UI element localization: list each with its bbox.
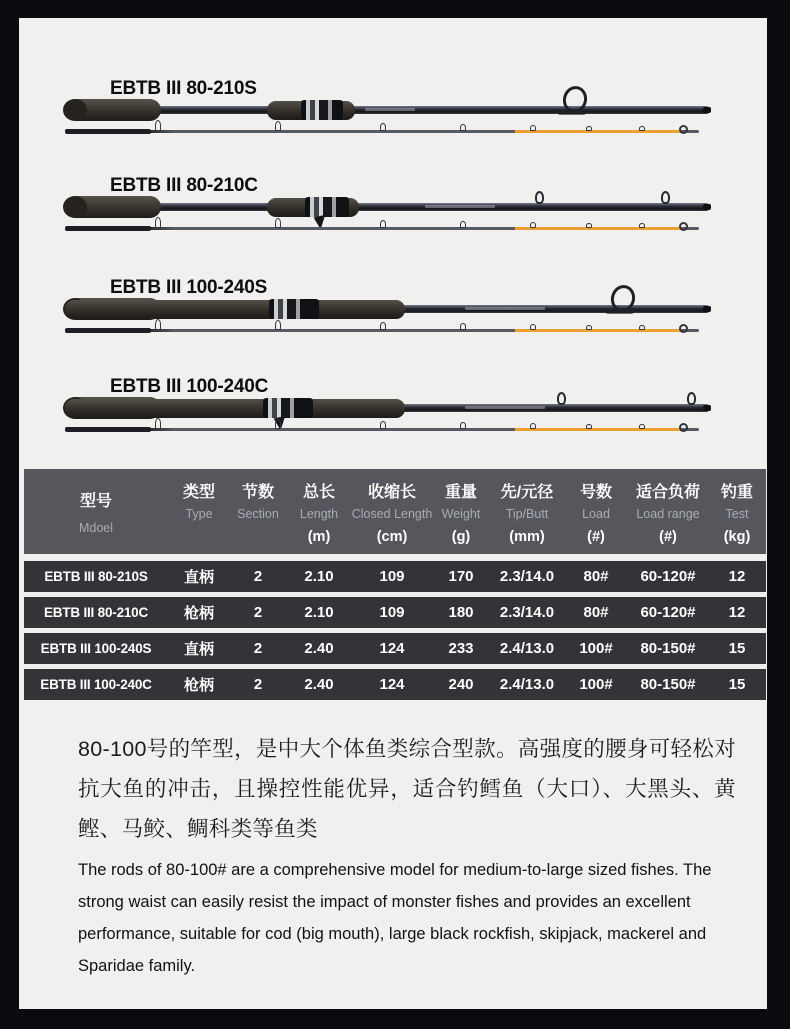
column-header-en: Closed Length xyxy=(351,507,433,521)
tip-top-guide xyxy=(679,125,688,134)
column-header-zh: 先/元径 xyxy=(500,484,554,501)
table-cell: 2.10 xyxy=(304,568,334,585)
column-header-en: Load xyxy=(582,507,610,521)
tip-guide xyxy=(530,423,536,429)
tip-guide xyxy=(639,325,645,330)
column-header-unit: (m) xyxy=(307,529,331,545)
column-header-type xyxy=(168,469,230,554)
table-row xyxy=(24,561,766,592)
column-header-zh: 钓重 xyxy=(720,484,753,501)
rod-figure-100-240s xyxy=(19,277,767,373)
table-cell: 100# xyxy=(579,640,613,657)
rod-blank xyxy=(123,203,710,211)
tip-guide xyxy=(586,126,592,131)
column-header-unit: (g) xyxy=(451,529,471,545)
column-header-section xyxy=(230,469,286,554)
eva-fore-grip xyxy=(65,300,405,319)
column-header-en: Weight xyxy=(441,507,481,521)
rod-figure-80-210c xyxy=(19,175,767,271)
table-cell: 15 xyxy=(728,676,746,693)
table-cell: 60-120# xyxy=(640,604,696,621)
tip-guide xyxy=(586,325,592,330)
spec-table-header xyxy=(24,469,766,554)
tip-guide xyxy=(275,121,281,131)
tip-guide xyxy=(639,223,645,228)
eva-butt-grip xyxy=(65,196,161,218)
tip-guide xyxy=(380,421,386,429)
table-cell: 233 xyxy=(448,640,474,657)
table-cell: 2.40 xyxy=(304,676,334,693)
table-cell: 170 xyxy=(448,568,474,585)
column-header-tip-butt xyxy=(490,469,564,554)
table-cell: 2 xyxy=(253,604,263,621)
table-row xyxy=(24,597,766,628)
table-cell: 124 xyxy=(379,676,405,693)
table-cell: 2 xyxy=(253,676,263,693)
column-header-closed-length xyxy=(352,469,432,554)
tip-guide xyxy=(155,120,161,131)
tip-guide xyxy=(380,322,386,330)
table-cell: 2.10 xyxy=(304,604,334,621)
tip-guide xyxy=(275,419,281,429)
column-header-test xyxy=(708,469,766,554)
reel-seat xyxy=(263,398,313,418)
description-en: The rods of 80-100# are a comprehensive model for medium-to-large sized fishes. The strong waist can easily resist the impact of monster fishes and provides an excellent performance, suitable for cod (big mouth), large black rockfish, skipjack, mackerel and Sparidae family. xyxy=(78,861,712,975)
tip-guide xyxy=(460,221,466,228)
column-header-unit: (cm) xyxy=(376,529,408,545)
column-header-zh: 适合负荷 xyxy=(635,484,700,501)
top-guide xyxy=(661,191,670,204)
tip-guide xyxy=(586,223,592,228)
blank-marking xyxy=(365,108,415,111)
spec-table xyxy=(24,469,766,700)
table-cell: 180 xyxy=(448,604,474,621)
column-header-load-range xyxy=(628,469,708,554)
column-header-load xyxy=(564,469,628,554)
table-cell: 枪柄 xyxy=(183,605,214,622)
eva-butt-grip xyxy=(65,99,161,121)
rod-model-label: EBTB III 100-240S xyxy=(110,277,268,298)
table-cell: 109 xyxy=(379,568,405,585)
table-cell: 240 xyxy=(448,676,474,693)
tip-guide xyxy=(380,123,386,131)
table-cell: 109 xyxy=(379,604,405,621)
table-cell: 80-150# xyxy=(640,640,696,657)
column-header-unit: (#) xyxy=(659,529,677,545)
rod-tip-section xyxy=(65,217,713,233)
blank-marking xyxy=(465,307,545,310)
tip-guide xyxy=(275,320,281,330)
column-header-unit: (#) xyxy=(587,529,605,545)
tip-guide xyxy=(530,324,536,330)
stripper-guide xyxy=(608,282,638,314)
table-cell: 2.40 xyxy=(304,640,334,657)
tip-guide xyxy=(530,125,536,131)
table-cell: EBTB III 80-210C xyxy=(43,605,149,620)
table-cell: 12 xyxy=(728,568,746,585)
blank-marking xyxy=(425,205,495,208)
top-guide xyxy=(687,392,696,405)
column-header-zh: 收缩长 xyxy=(367,484,416,501)
table-cell: 2.3/14.0 xyxy=(499,568,555,585)
column-header-en: Type xyxy=(185,507,213,521)
column-header-zh: 节数 xyxy=(241,484,274,501)
tip-guide xyxy=(275,218,281,228)
tip-guide xyxy=(460,323,466,330)
table-cell: 80# xyxy=(583,604,609,621)
column-header-unit: (mm) xyxy=(509,529,545,545)
rod-model-label: EBTB III 80-210C xyxy=(110,175,258,196)
table-cell: 80# xyxy=(583,568,609,585)
rod-tip-section xyxy=(65,418,713,434)
rod-model-label: EBTB III 100-240C xyxy=(110,376,269,397)
table-cell: 直柄 xyxy=(183,641,214,658)
column-header-weight xyxy=(432,469,490,554)
tip-top-guide xyxy=(679,423,688,432)
tip-guide xyxy=(639,126,645,131)
tip-top-guide xyxy=(679,324,688,333)
table-cell: 2 xyxy=(253,640,263,657)
column-header-length xyxy=(286,469,352,554)
column-header-zh: 类型 xyxy=(182,484,215,501)
eva-fore-grip xyxy=(65,399,405,418)
reel-seat xyxy=(305,197,349,217)
rod-model-label: EBTB III 80-210S xyxy=(110,78,257,99)
column-header-en: Section xyxy=(237,507,279,521)
spec-table-body xyxy=(24,561,766,700)
table-cell: EBTB III 80-210S xyxy=(44,569,148,584)
table-cell: 2.4/13.0 xyxy=(499,640,555,657)
column-header-zh: 型号 xyxy=(79,493,112,510)
rod-figure-100-240c xyxy=(19,376,767,472)
tip-guide xyxy=(155,217,161,228)
reel-seat xyxy=(301,100,343,120)
tip-guide xyxy=(155,319,161,330)
column-header-zh: 总长 xyxy=(302,484,335,501)
column-header-en: Test xyxy=(725,507,749,521)
column-header-zh: 号数 xyxy=(579,484,612,501)
table-row xyxy=(24,633,766,664)
column-header-zh: 重量 xyxy=(444,484,477,501)
table-cell: 2 xyxy=(253,568,263,585)
top-guide xyxy=(535,191,544,204)
table-cell: 60-120# xyxy=(640,568,696,585)
column-header-en: Length xyxy=(299,507,339,521)
rod-figure-80-210s xyxy=(19,78,767,174)
blank-marking xyxy=(465,406,545,409)
table-cell: 2.3/14.0 xyxy=(499,604,555,621)
tip-guide xyxy=(530,222,536,228)
stripper-guide xyxy=(560,83,590,115)
table-cell: 2.4/13.0 xyxy=(499,676,555,693)
rod-tip-section xyxy=(65,319,713,335)
orange-tip xyxy=(515,227,680,230)
rod-blank xyxy=(123,106,710,114)
column-header-en: Tip/Butt xyxy=(505,507,549,521)
reel-seat xyxy=(269,299,319,319)
table-row xyxy=(24,669,766,700)
column-header-model xyxy=(24,469,168,554)
tip-guide xyxy=(586,424,592,429)
tip-guide xyxy=(380,220,386,228)
column-header-en: Load range xyxy=(636,507,700,521)
column-header-unit: (kg) xyxy=(723,529,751,545)
tip-guide xyxy=(639,424,645,429)
table-cell: EBTB III 100-240C xyxy=(40,677,152,692)
tip-guide xyxy=(155,418,161,429)
table-cell: 80-150# xyxy=(640,676,696,693)
table-cell: 直柄 xyxy=(183,569,214,586)
table-cell: 100# xyxy=(579,676,613,693)
tip-guide xyxy=(460,124,466,131)
column-header-en: Mdoel xyxy=(78,521,114,535)
tip-guide xyxy=(460,422,466,429)
orange-tip xyxy=(515,329,680,332)
table-cell: 枪柄 xyxy=(183,677,214,694)
table-cell: 15 xyxy=(728,640,746,657)
table-cell: 124 xyxy=(379,640,405,657)
orange-tip xyxy=(515,130,680,133)
tip-top-guide xyxy=(679,222,688,231)
rod-gallery xyxy=(19,18,767,468)
top-guide xyxy=(557,392,566,405)
product-panel xyxy=(19,18,767,1009)
table-cell: 12 xyxy=(728,604,746,621)
rod-tip-section xyxy=(65,120,713,136)
orange-tip xyxy=(515,428,680,431)
table-cell: EBTB III 100-240S xyxy=(40,641,152,656)
description-zh: 80-100号的竿型，是中大个体鱼类综合型款。高强度的腰身可轻松对抗大鱼的冲击，且操控性能优异，适合钓鳕鱼（大口）、大黑头、黄鲣、马鲛、鲷科类等鱼类 xyxy=(78,737,736,841)
